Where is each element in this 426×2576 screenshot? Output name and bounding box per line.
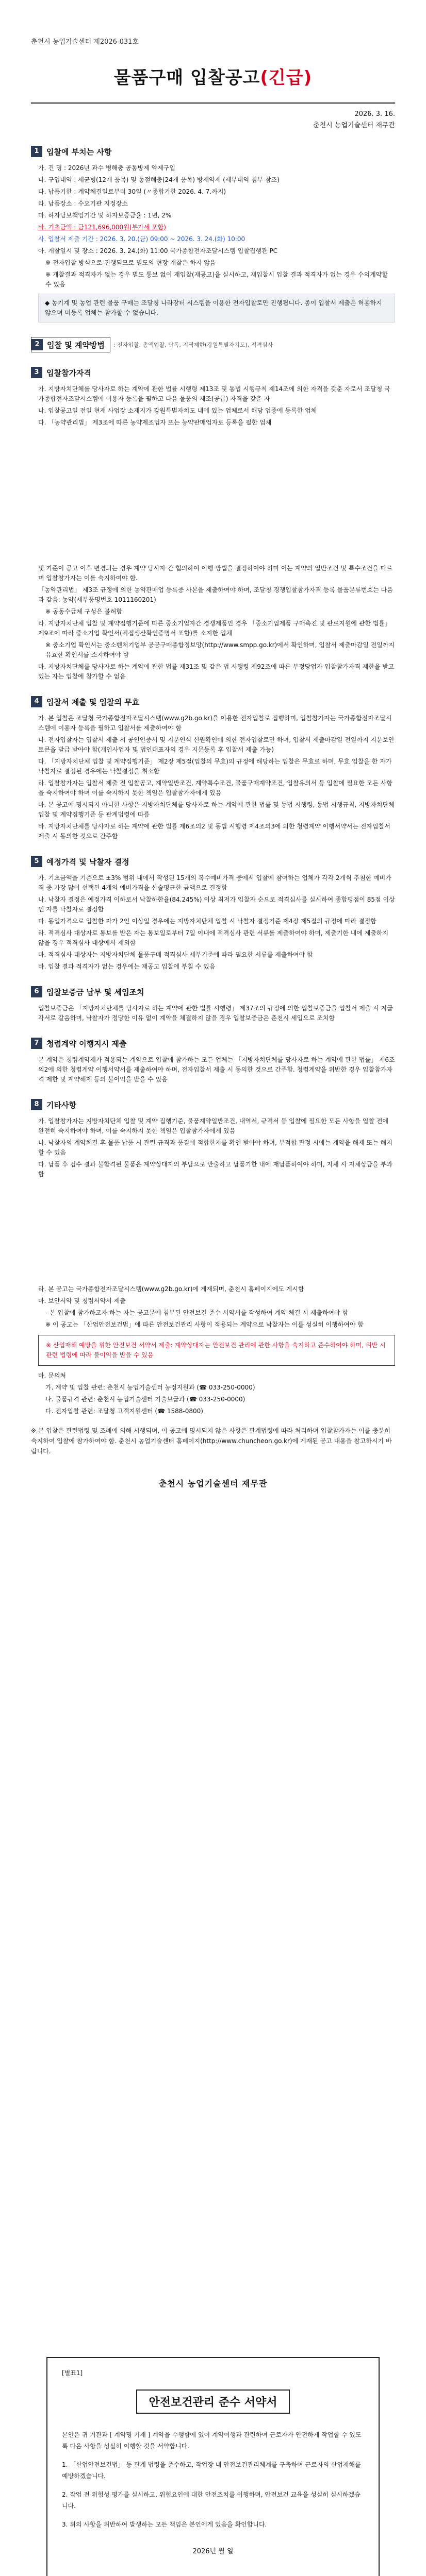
- section-number: 3: [31, 367, 42, 378]
- section-4: [31, 696, 395, 841]
- item-line: 가. 지방자치단체를 당사자로 하는 계약에 관한 법률 시행령 제13조 및 동법 시행규칙 제14조에 의한 자격을 갖춘 자로서 조달청 국가종합전자조달시스템에 이용자 등록을 필하고 다음 물품의 제조(공급) 자격을 갖춘 자: [38, 385, 390, 402]
- item-line: 라. 적격심사 대상자로 통보를 받은 자는 통보일로부터 7일 이내에 적격심사 관련 서류를 제출하여야 하며, 제출기한 내에 제출하지 않을 경우 적격심사 대상에서 제외함: [38, 929, 389, 946]
- item-line: 가. 기초금액을 기준으로 ±3% 범위 내에서 작성된 15개의 복수예비가격 중에서 입찰에 참여하는 업체가 각각 2개씩 추첨한 예비가격 중 가장 많이 선택된 4개의 예비가격을 산술평균한 금액으로 결정함: [38, 874, 391, 891]
- section-title: 기타사항: [46, 1100, 76, 1110]
- pledge-paragraph: 2. 작업 전 위험성 평가를 실시하고, 위험요인에 대한 안전조치를 이행하며, 안전보건 교육을 성실히 실시하겠습니다.: [62, 2491, 361, 2510]
- item-note: ※ 이 공고는 「산업안전보건법」에 따른 안전보건관리 사항이 적용되는 계약으로 낙찰자는 이를 성실히 이행하여야 함: [45, 1321, 364, 1328]
- spacer: [31, 430, 395, 564]
- title-divider: [31, 102, 395, 104]
- pledge-paragraph: 3. 위의 사항을 위반하여 발생하는 모든 책임은 본인에게 있음을 확인합니다.: [62, 2521, 267, 2528]
- item-line: 나. 낙찰자의 계약체결 후 물품 납품 시 관련 규격과 품질에 적합한지를 확인 받아야 하며, 부적합 판정 시에는 계약을 해제 또는 해지할 수 있음: [38, 1139, 392, 1156]
- section-heading: [31, 856, 395, 867]
- item-line: 사. 입찰서 제출 기간 : 2026. 3. 20.(금) 09:00 ~ 2026. 3. 24.(화) 10:00: [38, 235, 245, 243]
- footer-note: ※ 본 입찰은 관련법령 및 조례에 의해 시행되며, 이 공고에 명시되지 않은 사항은 관계법령에 따라 처리하며 입찰참가자는 이를 충분히 숙지하여 입찰에 참가하여야 함. 춘천시 농업기술센터 홈페이지(http://www.chuncheon.go.kr)에 게재된 공고 내용을 참고하시기 바랍니다.: [31, 1427, 392, 1455]
- item-line: 다. 납품기한 : 계약체결일로부터 30일 (〃종합기한 2026. 4. 7.까지): [38, 188, 226, 195]
- item-line: 나. 낙찰자 결정은 예정가격 이하로서 낙찰하한율(84.245%) 이상 최저가 입찰자 순으로 적격심사를 실시하여 종합평점이 85점 이상인 자를 낙찰자로 결정함: [38, 896, 395, 913]
- item-note: ※ 전자입찰 방식으로 진행되므로 별도의 현장 개찰은 하지 않음: [45, 259, 216, 266]
- item-line: 라. 납품장소 : 수요기관 지정장소: [38, 200, 128, 207]
- section-1: [31, 146, 395, 323]
- section-number: 5: [31, 856, 42, 867]
- section-title: 입찰서 제출 및 입찰의 무효: [46, 697, 140, 707]
- item-line: 다. 「지방자치단체 입찰 및 계약집행기준」 제2장 제5절(입찰의 무효)의 규정에 해당하는 입찰은 무효로 하며, 무효 입찰을 한 자가 낙찰자로 결정된 경우에는 낙찰결정을 취소함: [38, 758, 392, 775]
- dateline: [31, 109, 395, 131]
- pledge-title-text: 안전보건관리 준수 서약서: [136, 2389, 289, 2414]
- section-8: [31, 1099, 395, 1179]
- section-3: [31, 367, 395, 428]
- section-title: 예정가격 및 낙찰자 결정: [46, 857, 129, 867]
- footer-signature: 춘천시 농업기술센터 재무관: [158, 1479, 268, 1488]
- notice-number: 춘천시 농업기술센터 제2026-031호: [31, 38, 139, 46]
- pledge-paragraph: 본인은 귀 기관과 [ 계약명 기재 ] 계약을 수행함에 있어 계약이행과 관련하여 근로자가 안전하게 작업할 수 있도록 다음 사항을 성실히 이행할 것을 서약합니다.: [62, 2431, 362, 2450]
- section-8-continued: [31, 1284, 395, 1416]
- item-line: 본 계약은 청렴계약제가 적용되는 계약으로 입찰에 참가하는 모든 업체는 「지방자치단체를 당사자로 하는 계약에 관한 법률」 제6조의2에 의한 청렴계약 이행서약서를 제출하여야 하며, 전자입찰서 제출 시 동의한 것으로 간주함. 청렴계약을 위반한 경우 입찰참가자격 제한 및 계약해제 등의 불이익을 받을 수 있음: [38, 1056, 395, 1083]
- section-number: 7: [31, 1038, 42, 1049]
- pledge-title: [62, 2389, 364, 2414]
- pledge-date: 2026년 월 일: [192, 2548, 234, 2555]
- item-line: 가. 본 입찰은 조달청 국가종합전자조달시스템(www.g2b.go.kr)을 이용한 전자입찰로 집행하며, 입찰참가자는 국가종합전자조달시스템에 이용자 등록을 필하고 입찰서를 제출하여야 함: [38, 715, 392, 732]
- title-main: 물품구매 입찰공고: [113, 67, 260, 88]
- contact-line: 다. 전자입찰 관련: 조달청 고객지원센터 (☎ 1588-0800): [45, 1408, 203, 1415]
- item-line: 마. 본 공고에 명시되지 아니한 사항은 지방자치단체를 당사자로 하는 계약에 관한 법률 및 동법 시행령, 동법 시행규칙, 지방자치단체 입찰 및 계약집행기준 등 관계법령에 따름: [38, 801, 395, 818]
- item-line: 마. 보안서약 및 청렴서약서 제출: [38, 1297, 126, 1304]
- section-title: 입찰에 부치는 사항: [46, 147, 112, 157]
- spacer: [31, 1181, 395, 1284]
- section-title: 입찰 및 계약방법: [47, 340, 105, 350]
- item-note: ※ 중소기업 확인서는 중소벤처기업부 공공구매종합정보망(http://www.smpp.go.kr)에서 확인하며, 입찰서 제출마감일 전일까지 유효한 확인서를 소지하여야 함: [45, 641, 395, 658]
- item-line: 바. 기초금액 : 금121,696,000원(부가세 포함): [38, 224, 166, 231]
- item-line: 마. 지방자치단체를 당사자로 하는 계약에 관한 법률 제31조 및 같은 법 시행령 제92조에 따른 부정당업자 입찰참가자격 제한을 받고 있는 자는 입찰에 참가할 수 없음: [38, 663, 395, 680]
- section-6: [31, 986, 395, 1023]
- item-line: 「농약관리법」 제3조 규정에 의한 농약판매업 등록증 사본을 제출하여야 하며, 조달청 경쟁입찰참가자격 등록 물품분류번호는 다음과 같음: 농약(세부품명번호 1011160201): [38, 586, 393, 603]
- contact-line: 가. 계약 및 입찰 관련: 춘천시 농업기술센터 농정지원과 (☎ 033-250-0000): [45, 1384, 255, 1391]
- item-line: 라. 입찰참가자는 입찰서 제출 전 입찰공고, 계약일반조건, 계약특수조건, 물품구매계약조건, 입찰유의서 등 입찰에 필요한 모든 사항을 숙지하여야 하며 이를 숙지하지 못한 책임은 입찰참가자에게 있음: [38, 779, 392, 796]
- item-note: ※ 개찰결과 적격자가 없는 경우 별도 통보 없이 재입찰(재공고)을 실시하고, 재입찰시 입찰 결과 적격자가 없는 경우 수의계약할 수 있음: [45, 271, 388, 288]
- section-7: [31, 1038, 395, 1084]
- contact-title: 바. 문의처: [38, 1372, 66, 1379]
- section-heading: [31, 1038, 395, 1049]
- item-line: 나. 구입내역 : 세균병(12개 품목) 및 동절해충(24개 품목) 방제약제 (세부내역 첨부 참조): [38, 176, 280, 183]
- pledge-tag: [별표1]: [62, 2369, 83, 2377]
- safety-pledge-form: [46, 2357, 380, 2576]
- pledge-sign-block: [62, 2571, 364, 2576]
- item-line: 다. 동일가격으로 입찰한 자가 2인 이상일 경우에는 지방자치단체 입찰 시 낙찰자 결정기준 제4장 제5절의 규정에 따라 결정함: [38, 918, 376, 925]
- info-box: ◆ 농기계 및 농업 관련 물품 구매는 조달청 나라장터 시스템을 이용한 전자입찰로만 진행됩니다. 종이 입찰서 제출은 허용하지 않으며 미등록 업체는 참가할 수 없습니다.: [38, 294, 395, 323]
- item-line: 다. 「농약관리법」 제3조에 따른 농약제조업자 또는 농약판매업자로 등록을 필한 업체: [38, 419, 272, 426]
- item-line: 가. 입찰참가자는 지방자치단체 입찰 및 계약 집행기준, 물품계약일반조건, 내역서, 규격서 등 입찰에 필요한 모든 사항을 입찰 전에 완전히 숙지하여야 하며, 이를 숙지하지 못한 책임은 입찰참가자에게 있음: [38, 1117, 389, 1134]
- contact-line: 나. 물품규격 관련: 춘천시 농업기술센터 기술보급과 (☎ 033-250-0000): [45, 1396, 245, 1403]
- section-5: [31, 856, 395, 972]
- item-line: 입찰보증금은 「지방자치단체를 당사자로 하는 계약에 관한 법률 시행령」 제37조의 규정에 의한 입찰보증금을 입찰서 제출 시 지급각서로 갈음하며, 낙찰자가 정당한 이유 없이 계약을 체결하지 않을 경우 입찰보증금은 춘천시 세입으로 조치함: [38, 1005, 393, 1022]
- item-line: - 본 입찰에 참가하고자 하는 자는 공고문에 첨부된 안전보건 준수 서약서를 작성하여 계약 체결 시 제출하여야 함: [45, 1309, 349, 1316]
- section-title: 입찰보증금 납부 및 세입조치: [46, 987, 144, 997]
- section-heading: [31, 696, 395, 707]
- notice-issuer: 춘천시 농업기술센터 재무관: [313, 122, 395, 129]
- item-line: 바. 지방자치단체를 당사자로 하는 계약에 관한 법률 제6조의2 및 동법 시행령 제4조의3에 의한 청렴계약 이행서약서는 전자입찰서 제출 시 동의한 것으로 간주함: [38, 823, 390, 840]
- item-line: 라. 지방자치단체 입찰 및 계약집행기준에 따른 중소기업자간 경쟁제품인 경우 「중소기업제품 구매촉진 및 판로지원에 관한 법률」 제9조에 따라 중소기업 확인서(직접생산확인증명서 포함)를 소지한 업체: [38, 620, 391, 637]
- section-heading: [31, 367, 395, 378]
- item-line: 마. 하자담보책임기간 및 하자보증금율 : 1년, 2%: [38, 212, 172, 219]
- pledge-address-label: [191, 2571, 364, 2576]
- section-number: 4: [31, 696, 42, 707]
- section-number: 8: [31, 1099, 42, 1110]
- section-number: 2: [31, 339, 43, 350]
- item-line: 라. 본 공고는 국가종합전자조달시스템(www.g2b.go.kr)에 게재되며, 춘천시 홈페이지에도 게시함: [38, 1285, 304, 1293]
- section-title: 입찰참가자격: [46, 368, 91, 378]
- notice-box: ※ 산업재해 예방을 위한 안전보건 서약서 제출: 계약상대자는 안전보건 관리에 관한 사항을 숙지하고 준수하여야 하며, 위반 시 관련 법령에 따라 불이익을 받을 수 있음: [38, 1335, 395, 1366]
- section-number: 6: [31, 986, 42, 997]
- section-2: [31, 337, 395, 352]
- item-line: 나. 입찰공고일 전일 현재 사업장 소재지가 강원특별자치도 내에 있는 업체로서 해당 업종에 등록한 업체: [38, 407, 317, 414]
- item-line: 다. 납품 후 검수 결과 불합격된 물품은 계약상대자의 부담으로 반출하고 납품기한 내에 재납품하여야 하며, 지체 시 지체상금을 부과함: [38, 1161, 392, 1178]
- section-number: 1: [31, 146, 42, 157]
- item-line: 바. 입찰 결과 적격자가 없는 경우에는 재공고 입찰에 부칠 수 있음: [38, 963, 216, 970]
- item-line: 나. 전자입찰자는 입찰서 제출 시 공인인증서 및 지문인식 신원확인에 의한 전자입찰로만 하며, 입찰서 제출마감일 전일까지 지문보안토큰을 발급 받아야 함(개인사업자 및 법인대표자의 경우 지문등록 후 입찰서 제출 가능): [38, 736, 395, 753]
- pledge-paragraph: 1. 「산업안전보건법」 등 관계 법령을 준수하고, 작업장 내 안전보건관리체계를 구축하여 근로자의 산업재해를 예방하겠습니다.: [62, 2461, 361, 2480]
- title-urgent-tag: (긴급): [260, 67, 313, 88]
- notice-date: 2026. 3. 16.: [354, 110, 395, 118]
- item-line: 가. 건 명 : 2026년 과수 병해충 공동방제 약제구입: [38, 164, 175, 172]
- section-heading: [31, 337, 395, 352]
- page-title: [31, 63, 395, 89]
- section-heading: [31, 986, 395, 997]
- item-line: 아. 개찰일시 및 장소 : 2026. 3. 24.(화) 11:00 국가종합전자조달시스템 입찰집행관 PC: [38, 247, 278, 255]
- section-heading: [31, 1099, 395, 1110]
- section-heading: [31, 146, 395, 157]
- section-title: 청렴계약 이행지시 제출: [46, 1039, 127, 1048]
- item-line: 및 기준이 공고 이후 변경되는 경우 계약 당사자 간 협의하여 이행 방법을 결정하여야 하며 이는 계약의 일반조건 및 특수조건을 따르며 입찰참가자는 이를 숙지하여야 함.: [38, 565, 392, 582]
- section-3-continued: [31, 564, 395, 682]
- section-note: : 전자입찰, 총액입찰, 단독, 지역제한(강원특별자치도), 적격심사: [113, 342, 273, 348]
- item-note: ※ 공동수급체 구성은 불허함: [45, 608, 123, 615]
- item-line: 마. 적격심사 대상자는 지방자치단체 물품구매 적격심사 세부기준에 따라 필요한 서류를 제출하여야 함: [38, 951, 313, 958]
